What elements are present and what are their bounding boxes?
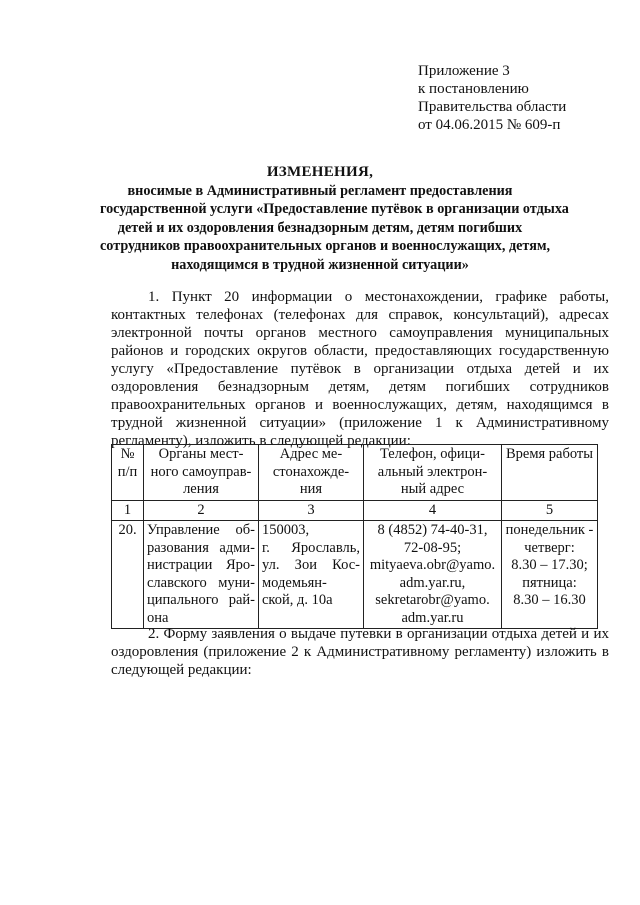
cell-line: четверг: bbox=[524, 539, 575, 556]
document-title bbox=[100, 163, 569, 274]
cell-line: нистрации Яро- bbox=[147, 557, 255, 573]
header-text: ления bbox=[183, 481, 219, 497]
title-line: государственной услуги «Предоставление путёвок в организации отдыха bbox=[100, 201, 569, 217]
title-heading: ИЗМЕНЕНИЯ, bbox=[266, 164, 374, 180]
cell-line: 150003, bbox=[262, 522, 310, 538]
column-number: 4 bbox=[364, 500, 502, 521]
appendix-line: Правительства области bbox=[418, 99, 567, 115]
paragraph-line: электронной почты органов местного самоуправления муниципальных bbox=[111, 325, 609, 341]
appendix-line: от 04.06.2015 № 609-п bbox=[418, 117, 561, 133]
header-text: Адрес ме- bbox=[279, 446, 343, 462]
cell-line: Управление об- bbox=[147, 522, 255, 538]
row-number: 20. bbox=[112, 521, 144, 629]
header-address bbox=[259, 445, 364, 501]
paragraph-line: трудной жизненной ситуации» (приложение 1 к Административному bbox=[111, 415, 609, 431]
column-number: 1 bbox=[112, 500, 144, 521]
paragraph-line: оздоровления безнадзорным детям, детям погибших сотрудников bbox=[111, 379, 609, 395]
cell-line: ципального рай- bbox=[147, 592, 255, 608]
appendix-line: к постановлению bbox=[418, 81, 529, 97]
header-text: № bbox=[120, 446, 135, 462]
cell-line: adm.yar.ru, bbox=[399, 574, 466, 591]
cell-line: mityaeva.obr@yamo. bbox=[369, 557, 496, 573]
paragraph-1 bbox=[111, 288, 609, 450]
column-number: 2 bbox=[144, 500, 259, 521]
header-text: альный электрон- bbox=[377, 463, 488, 480]
cell-line: г. Ярославль, bbox=[262, 539, 360, 556]
cell-line: она bbox=[147, 609, 169, 626]
table-column-numbers-row bbox=[112, 500, 598, 521]
cell-line: пятница: bbox=[522, 574, 577, 591]
paragraph-line: регламенту), изложить в следующей редакции: bbox=[111, 433, 411, 449]
title-line: детей и их оздоровления безнадзорным детям, детям погибших bbox=[117, 219, 523, 236]
header-text: Телефон, офици- bbox=[380, 446, 485, 462]
contacts-table bbox=[111, 444, 598, 629]
header-text: Время работы bbox=[505, 446, 594, 462]
header-text: ный адрес bbox=[400, 481, 465, 497]
header-text: ния bbox=[299, 481, 323, 497]
cell-line: adm.yar.ru bbox=[401, 609, 464, 626]
paragraph-line: услугу «Предоставление путёвок в организации отдыха детей и их bbox=[111, 361, 609, 377]
header-text: ного самоуправ- bbox=[150, 463, 252, 480]
paragraph-line: 2. Форму заявления о выдаче путевки в организации отдыха детей и их bbox=[148, 626, 609, 642]
cell-line: ской, д. 10а bbox=[262, 592, 333, 608]
cell-line: 8 (4852) 74-40-31, bbox=[377, 522, 488, 538]
cell-line: понедельник - bbox=[505, 522, 594, 538]
column-number: 3 bbox=[259, 500, 364, 521]
appendix-line: Приложение 3 bbox=[418, 63, 510, 79]
cell-line: разования адми- bbox=[147, 539, 255, 556]
appendix-reference bbox=[418, 62, 566, 134]
title-line: вносимые в Административный регламент предоставления bbox=[127, 182, 513, 199]
table-row bbox=[112, 521, 598, 629]
cell-line: 72-08-95; bbox=[403, 539, 462, 556]
paragraph-line: оздоровления (приложение 2 к Административному регламенту) изложить в bbox=[111, 644, 609, 660]
paragraph-line: правоохранительных органов и военнослужащих, детям, находящимся в bbox=[111, 397, 609, 413]
header-text: Органы мест- bbox=[158, 446, 244, 462]
header-number bbox=[112, 445, 144, 501]
column-number: 5 bbox=[502, 500, 598, 521]
paragraph-line: контактных телефонах (телефонах для справок, консультаций), адресах bbox=[111, 307, 609, 323]
cell-line: ул. Зои Кос- bbox=[262, 557, 360, 573]
header-text: п/п bbox=[117, 463, 138, 480]
header-organ bbox=[144, 445, 259, 501]
paragraph-line: районов и городских округов области, предоставляющих государственную bbox=[111, 343, 609, 359]
cell-line: sekretarobr@yamo. bbox=[375, 592, 490, 608]
cell-line: 8.30 – 17.30; bbox=[511, 557, 588, 573]
paragraph-2 bbox=[111, 625, 609, 679]
row-organ bbox=[144, 521, 259, 629]
row-contacts bbox=[364, 521, 502, 629]
title-line: находящимся в трудной жизненной ситуации» bbox=[171, 256, 469, 273]
row-hours bbox=[502, 521, 598, 629]
cell-line: 8.30 – 16.30 bbox=[513, 592, 586, 608]
header-contacts bbox=[364, 445, 502, 501]
table-header-row bbox=[112, 445, 598, 501]
paragraph-line: 1. Пункт 20 информации о местонахождении, графике работы, bbox=[148, 289, 609, 305]
row-address bbox=[259, 521, 364, 629]
paragraph-line: следующей редакции: bbox=[111, 662, 252, 678]
cell-line: модемьян- bbox=[262, 574, 327, 591]
title-line: сотрудников правоохранительных органов и военнослужащих, детям, bbox=[100, 238, 551, 254]
header-hours bbox=[502, 445, 598, 501]
cell-line: славского муни- bbox=[147, 574, 255, 591]
header-text: стонахожде- bbox=[272, 463, 350, 480]
